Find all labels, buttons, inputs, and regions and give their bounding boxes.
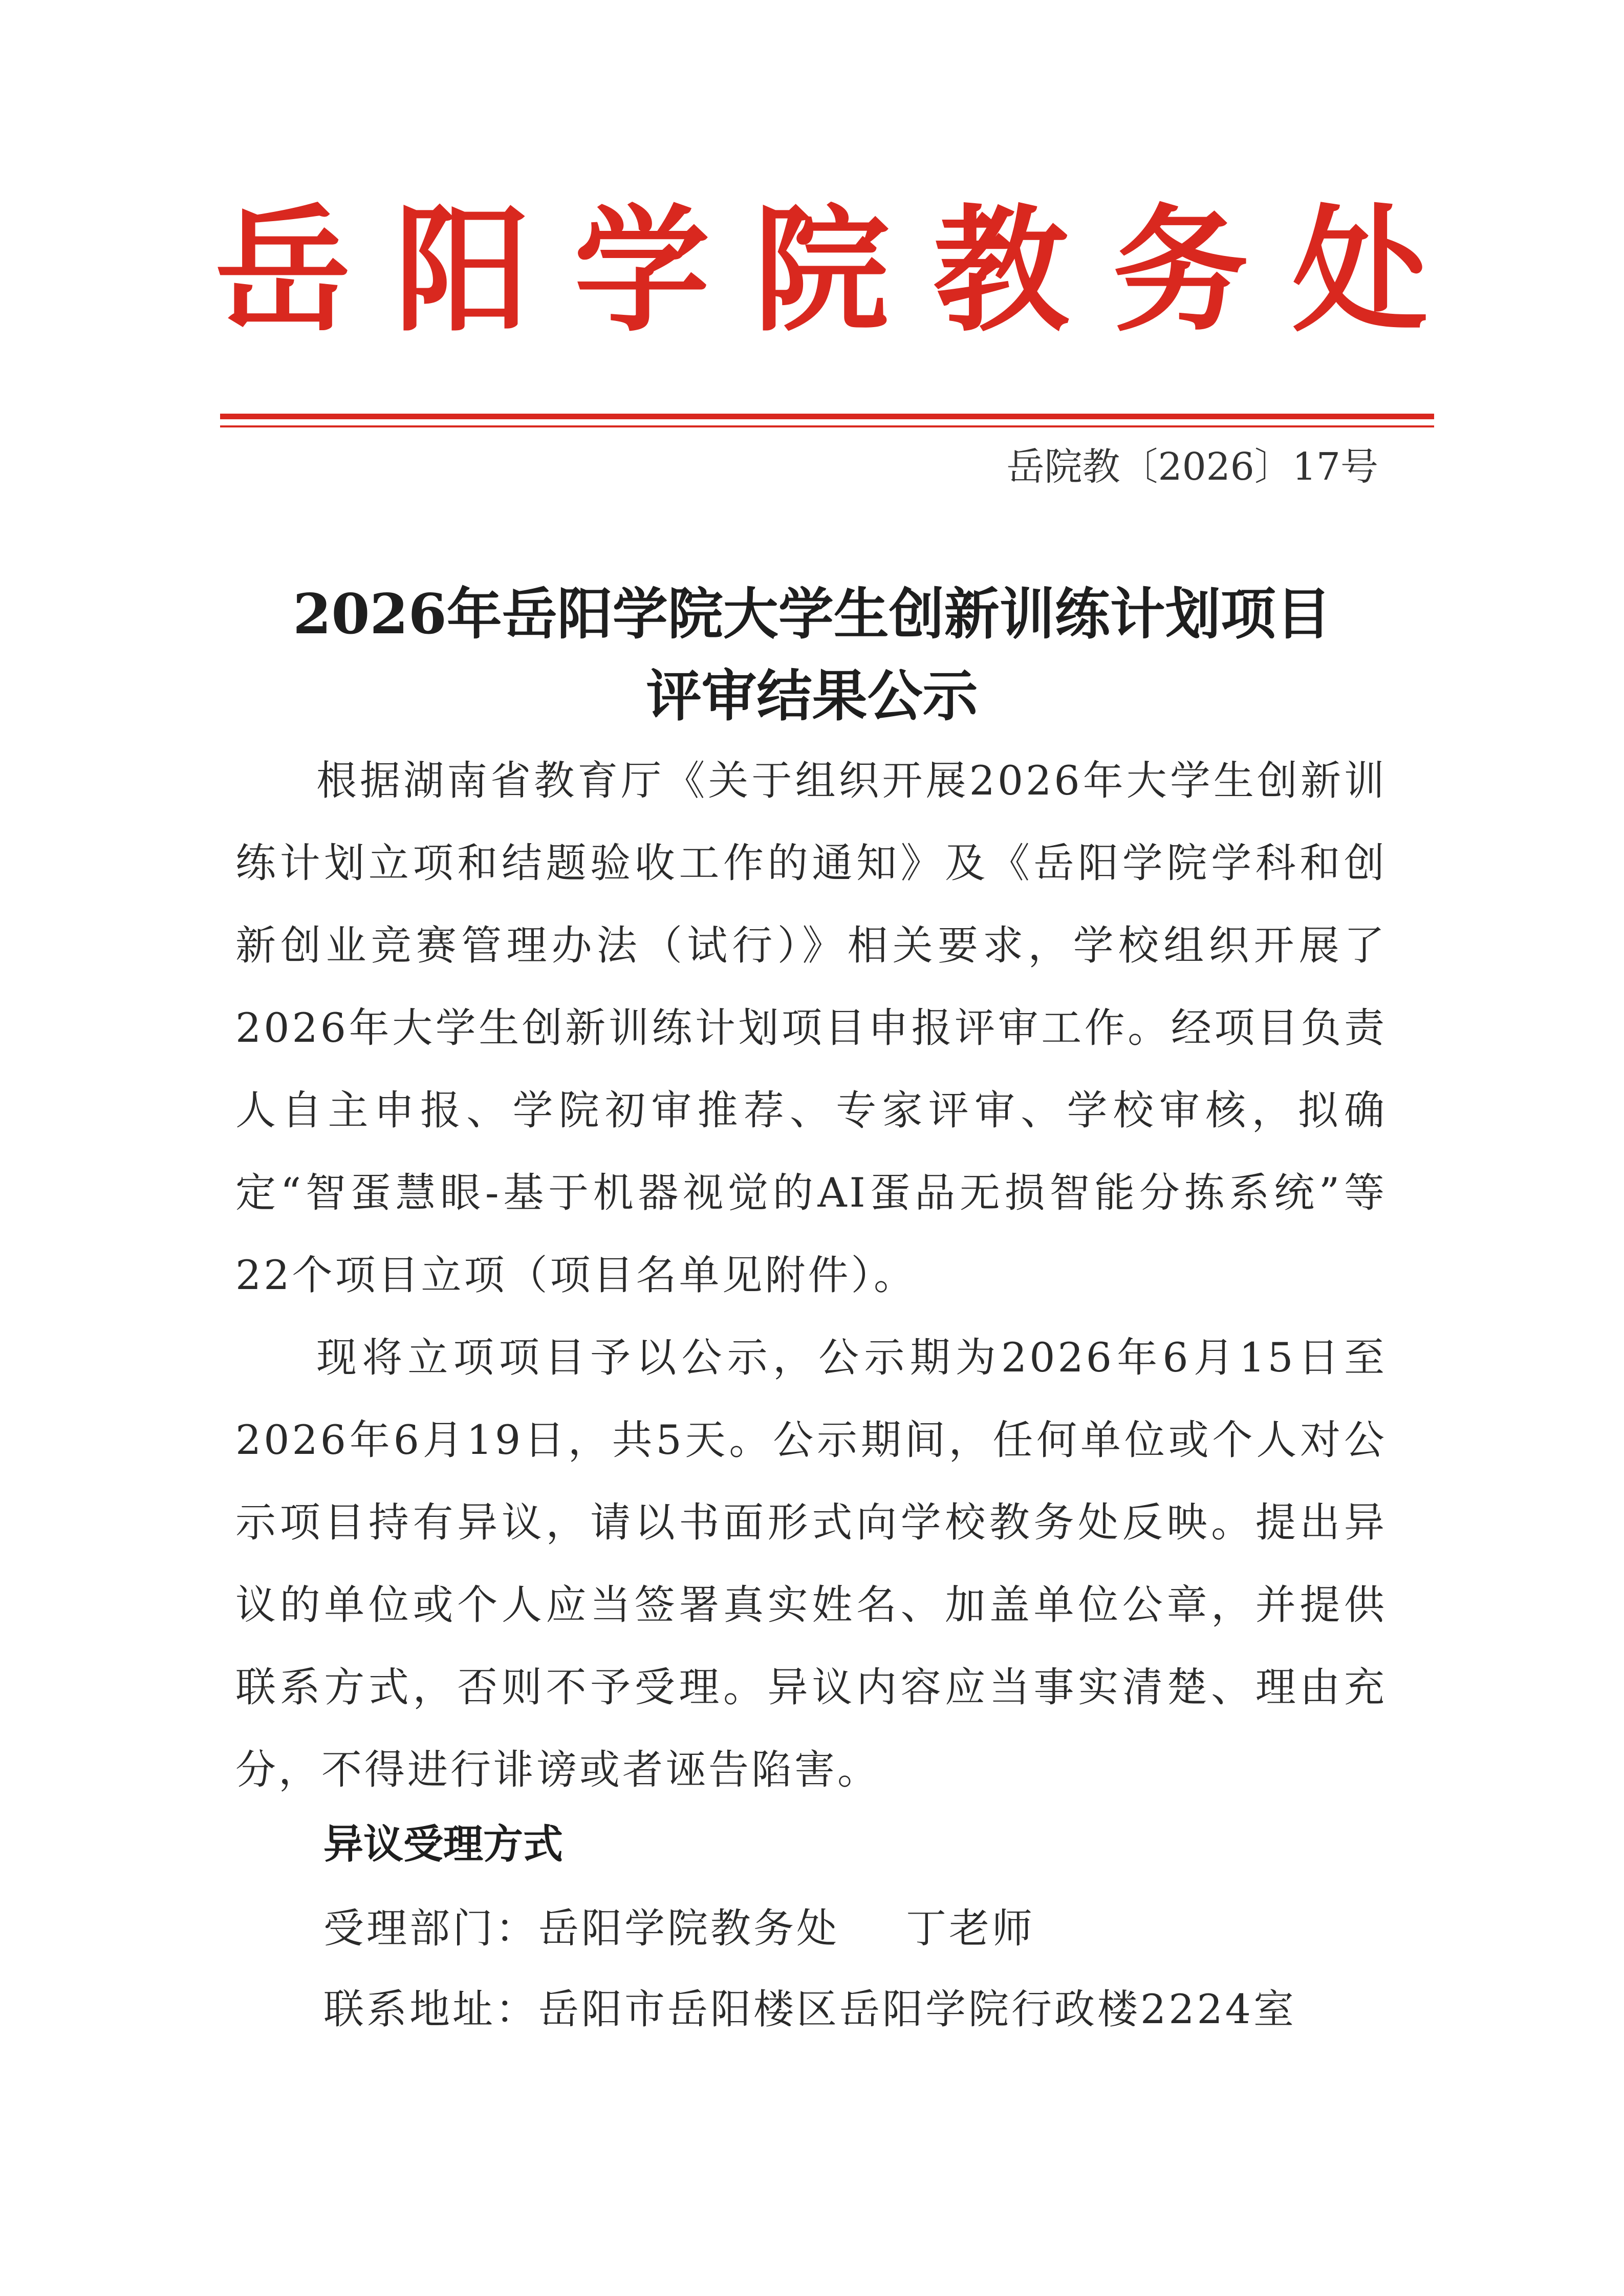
masthead-rule-thick <box>220 414 1434 419</box>
objection-department-line <box>323 1900 1035 1957</box>
masthead-char: 学 <box>574 192 710 350</box>
masthead-rule-thin <box>220 425 1434 427</box>
address-value: 岳阳市岳阳楼区岳阳学院行政楼2224室 <box>538 1986 1297 2033</box>
masthead-title <box>215 192 1428 350</box>
masthead-char: 岳 <box>215 192 351 350</box>
masthead-char: 阳 <box>394 192 530 350</box>
masthead-char: 院 <box>753 192 890 350</box>
masthead-char: 教 <box>933 192 1069 350</box>
objection-address-line <box>323 1981 1296 2037</box>
document-number: 岳院教〔2026〕17号 <box>1006 445 1378 489</box>
document-title-line-1: 2026年岳阳学院大学生创新训练计划项目 <box>293 582 1331 647</box>
body-paragraph: 根据湖南省教育厅《关于组织开展2026年大学生创新训练计划立项和结题验收工作的通知》及《岳阳学院学科和创新创业竞赛管理办法（试行）》相关要求，学校组织开展了2026年大学生创新训练计划项目申报评审工作。经项目负责人自主申报、学院初审推荐、专家评审、学校审核，拟确定“智蛋慧眼-基于机器视觉的AI蛋品无损智能分拣系统”等22个项目立项（项目名单见附件）。 <box>235 757 1387 1299</box>
address-label: 联系地址： <box>323 1986 538 2033</box>
document-body <box>235 740 1387 1811</box>
masthead-char: 务 <box>1113 192 1249 350</box>
body-paragraph: 现将立项项目予以公示，公示期为2026年6月15日至2026年6月19日，共5天。公示期间，任何单位或个人对公示项目持有异议，请以书面形式向学校教务处反映。提出异议的单位或个人应当签署真实姓名、加盖单位公章，并提供联系方式，否则不予受理。异议内容应当事实清楚、理由充分，不得进行诽谤或者诬告陷害。 <box>235 1334 1387 1793</box>
department-value: 岳阳学院教务处 <box>538 1905 839 1952</box>
objection-heading: 异议受理方式 <box>323 1821 564 1868</box>
contact-person: 丁老师 <box>906 1905 1035 1952</box>
masthead-char: 处 <box>1292 192 1428 350</box>
document-title-line-2: 评审结果公示 <box>646 664 978 728</box>
department-label: 受理部门： <box>323 1905 538 1952</box>
